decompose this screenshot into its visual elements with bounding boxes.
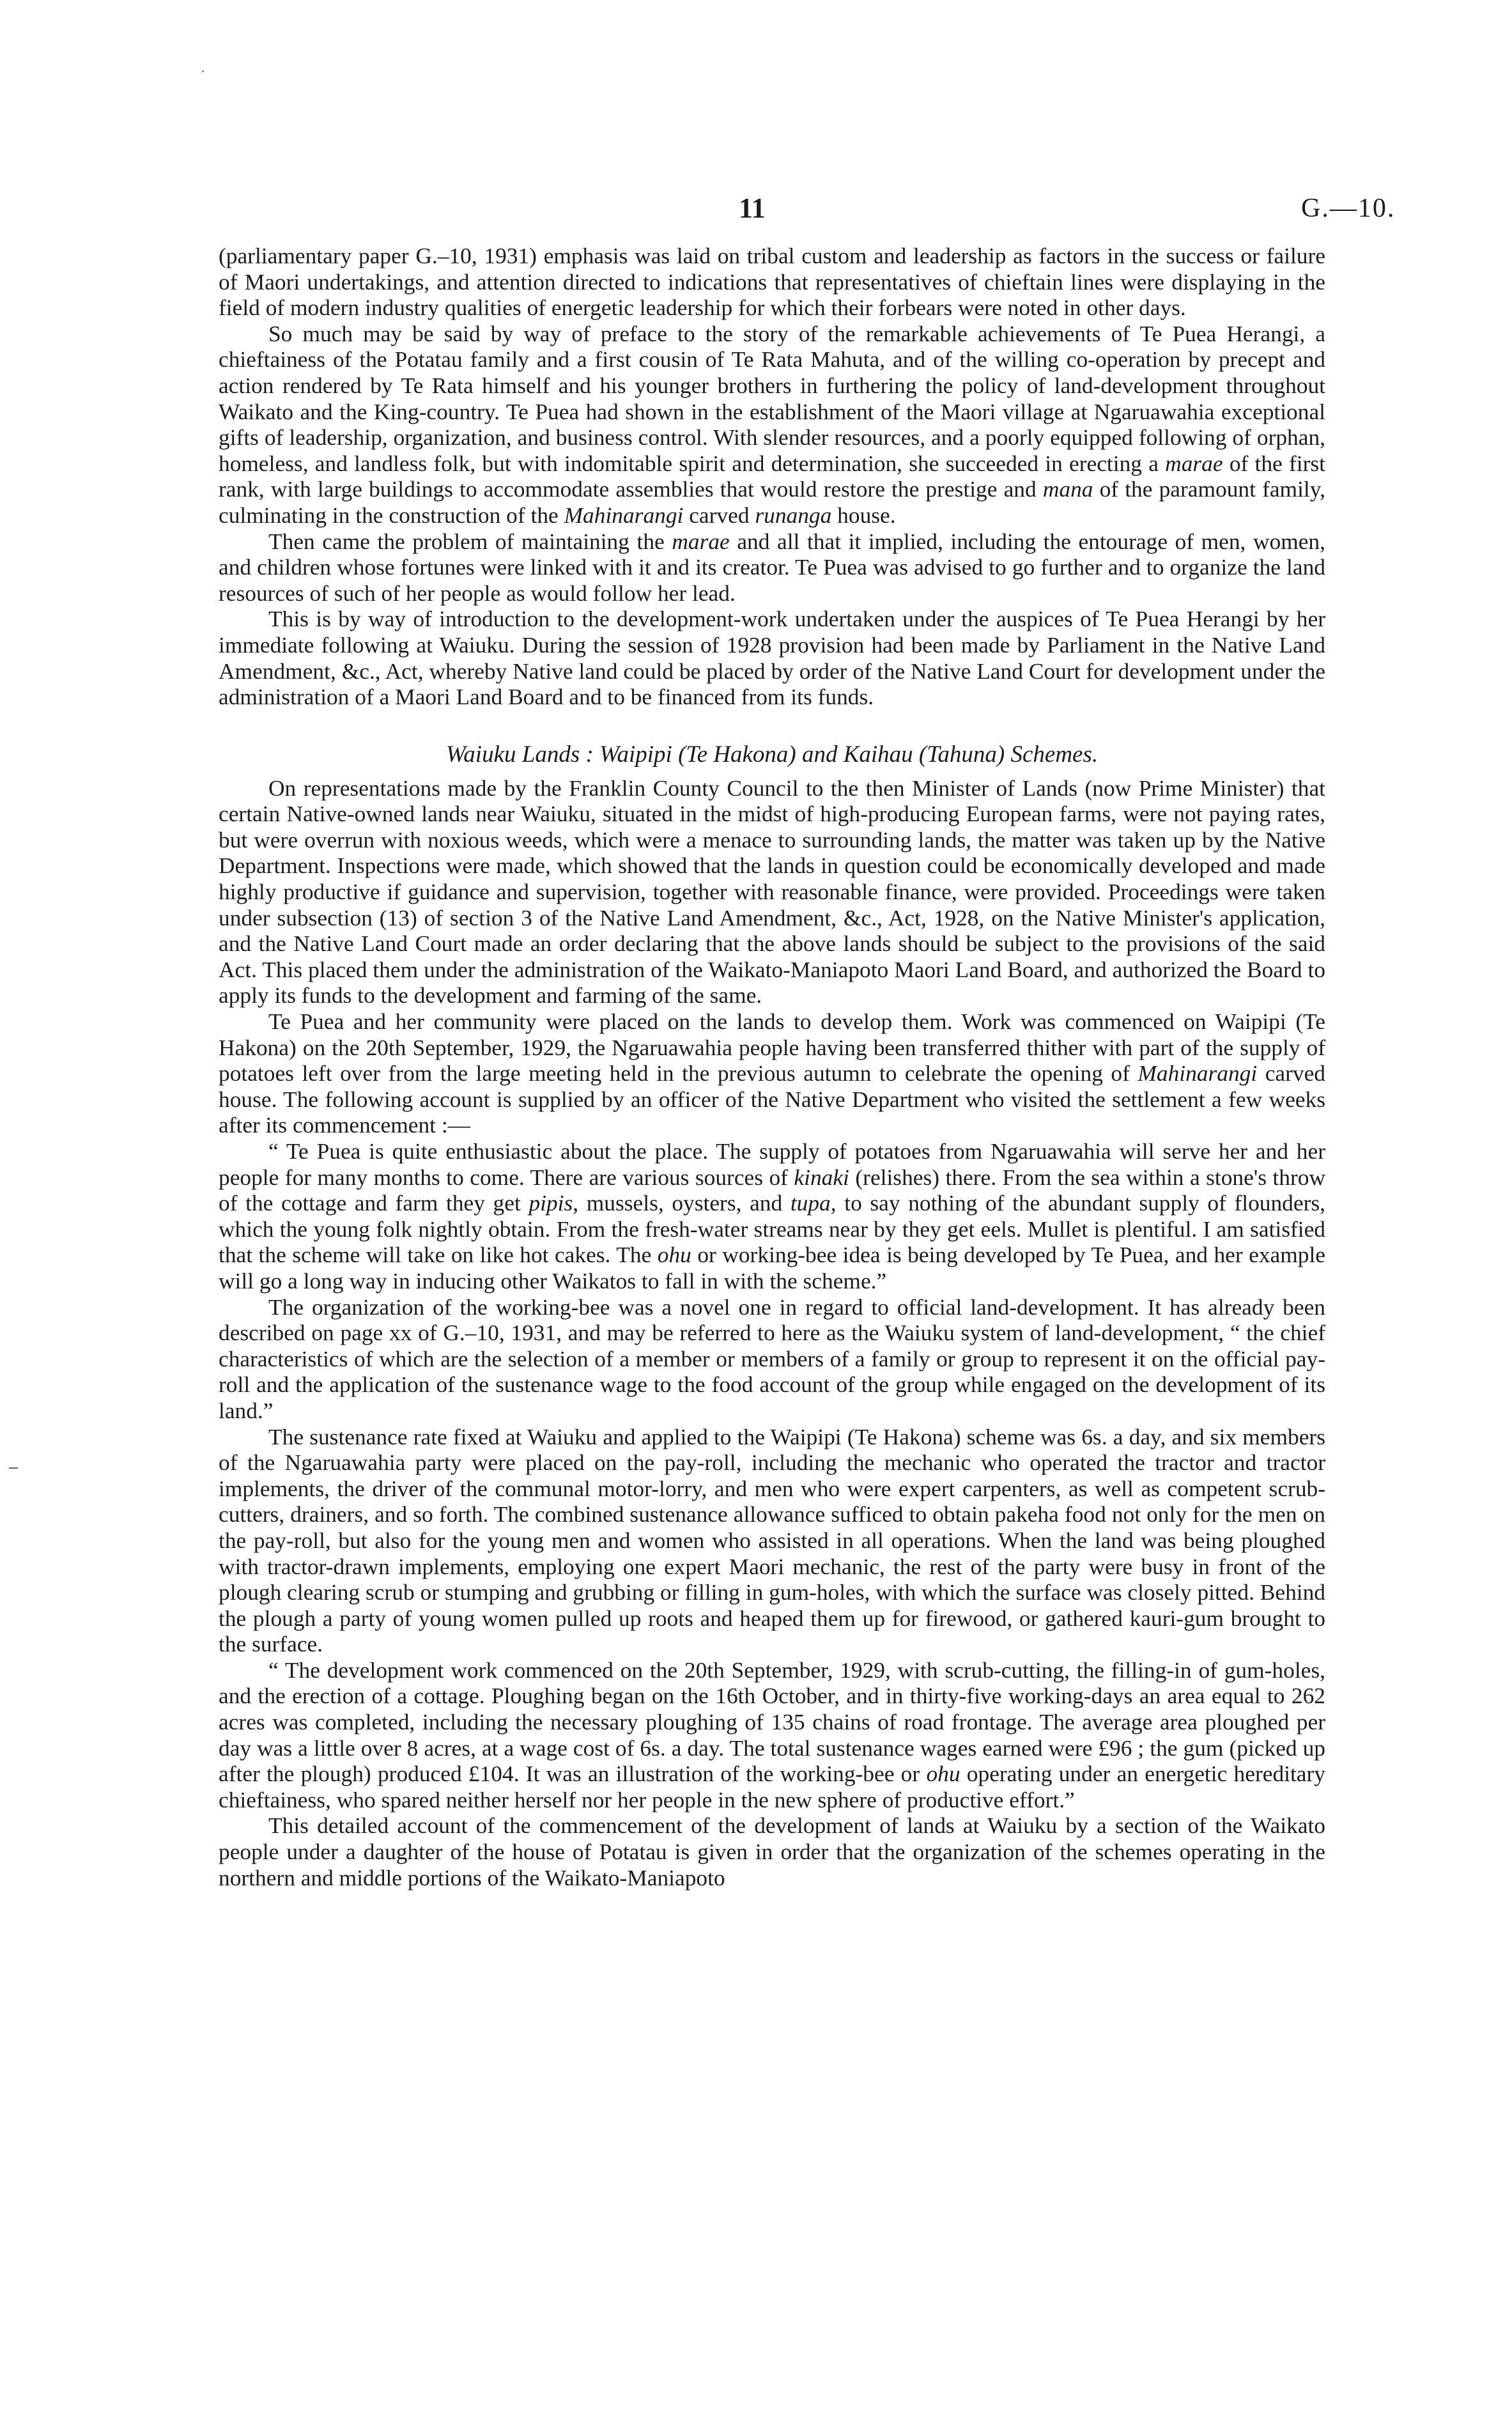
document-reference: G.—10. [1301, 194, 1396, 223]
paragraph-5: On representations made by the Franklin County Council to the then Minister of Lands (now Prime Minister) that certain Native-owned lands near Waiuku, situated in the midst of high-producing European farms, were not paying rates, but were overrun with noxious weeds, which were a menace to surrounding lands, the matter was taken up by the Native Department. Inspections were made, which showed that the lands in question could be economically developed and made highly productive if guidance and supervision, together with reasonable finance, were provided. Proceedings were taken under subsection (13) of section 3 of the Native Land Amendment, &c., Act, 1928, on the Native Minister's application, and the Native Land Court made an order declaring that the above lands should be subject to the provisions of the said Act. This placed them under the administration of the Waikato-Maniapoto Maori Land Board, and authorized the Board to apply its funds to the development and farming of the same. [219, 775, 1325, 1009]
paragraph-9: The sustenance rate fixed at Waiuku and applied to the Waipipi (Te Hakona) scheme was 6s. a day, and six members of the Ngaruawahia party were placed on the pay-roll, including the mechanic who operated the tractor and tractor implements, the driver of the communal motor-lorry, and men who were expert carpenters, as well as competent scrub-cutters, drainers, and so forth. The combined sustenance allowance sufficed to obtain pakeha food not only for the men on the pay-roll, but also for the young men and women who assisted in all operations. When the land was being ploughed with tractor-drawn implements, employing one expert Maori mechanic, the rest of the party were busy in front of the plough clearing scrub or stumping and grubbing or filling in gum-holes, with which the surface was closely pitted. Behind the plough a party of young women pulled up roots and heaped them up for firewood, or gathered kauri-gum brought to the surface. [219, 1423, 1325, 1657]
page-number: 11 [739, 192, 766, 224]
paragraph-7-quote: “ Te Puea is quite enthusiastic about the place. The supply of potatoes from Ngaruawahia will serve her and her people for many months to come. There are various sources of kinaki (relishes) there. From the sea within a stone's throw of the cottage and farm they get pipis, mussels, oysters, and tupa, to say nothing of the abundant supply of flounders, which the young folk nightly obtain. From the fresh-water streams near by they get eels. Mullet is plentiful. I am satisfied that the scheme will take on like hot cakes. The ohu or working-bee idea is being developed by Te Puea, and her example will go a long way in inducing other Waikatos to fall in with the scheme.” [219, 1138, 1326, 1294]
paragraph-2: So much may be said by way of preface to the story of the remarkable achievements of Te Puea Herangi, a chieftainess of the Potatau family and a first cousin of Te Rata Mahuta, and of the willing co-operation by precept and action rendered by Te Rata himself and his younger brothers in furthering the policy of land-development throughout Waikato and the King-country. Te Puea had shown in the establishment of the Maori village at Ngaruawahia exceptional gifts of leadership, organization, and business control. With slender resources, and a poorly equipped following of orphan, homeless, and landless folk, but with indomitable spirit and determination, she succeeded in erecting a marae of the first rank, with large buildings to accommodate assemblies that would restore the prestige and mana of the paramount family, culminating in the construction of the Mahinarangi carved runanga house. [219, 320, 1325, 528]
paragraph-10-quote: “ The development work commenced on the 20th September, 1929, with scrub-cutting, the filling-in of gum-holes, and the erection of a cottage. Ploughing began on the 16th October, and in thirty-five working-days an area equal to 262 acres was completed, including the necessary ploughing of 135 chains of road frontage. The average area ploughed per day was a little over 8 acres, at a wage cost of 6s. a day. The total sustenance wages earned were £96 ; the gum (picked up after the plough) produced £104. It was an illustration of the working-bee or ohu operating under an energetic hereditary chieftainess, who spared neither herself nor her people in the new sphere of productive effort.” [219, 1657, 1325, 1813]
paragraph-6: Te Puea and her community were placed on the lands to develop them. Work was commenced on Waipipi (Te Hakona) on the 20th September, 1929, the Ngaruawahia people having been transferred thither with part of the supply of potatoes left over from the large meeting held in the previous autumn to celebrate the opening of Mahinarangi carved house. The following account is supplied by an officer of the Native Department who visited the settlement a few weeks after its commencement :— [219, 1009, 1325, 1138]
section-heading: Waiuku Lands : Waipipi (Te Hakona) and Kaihau (Tahuna) Schemes. [445, 741, 1099, 768]
paragraph-11: This detailed account of the commencement of the development of lands at Waiuku by a section of the Waikato people under a daughter of the house of Potatau is given in order that the organization of the schemes operating in the northern and middle portions of the Waikato-Maniapoto [219, 1813, 1325, 1891]
scan-speck [202, 70, 204, 72]
margin-mark [9, 1467, 18, 1469]
paragraph-1: (parliamentary paper G.–10, 1931) emphasis was laid on tribal custom and leadership as factors in the success or failure of Maori undertakings, and attention directed to indications that representatives of chieftain lines were displaying in the field of modern industry qualities of energetic leadership for which their forbears were noted in other days. [219, 243, 1325, 321]
body-text [219, 243, 1325, 1891]
paragraph-3: Then came the problem of maintaining the marae and all that it implied, including the entourage of men, women, and children whose fortunes were linked with it and its creator. Te Puea was advised to go further and to organize the land resources of such of her people as would follow her lead. [219, 528, 1325, 606]
paragraph-4: This is by way of introduction to the development-work undertaken under the auspices of Te Puea Herangi by her immediate following at Waiuku. During the session of 1928 provision had been made by Parliament in the Native Land Amendment, &c., Act, whereby Native land could be placed by order of the Native Land Court for development under the administration of a Maori Land Board and to be financed from its funds. [219, 606, 1325, 710]
paragraph-8: The organization of the working-bee was a novel one in regard to official land-development. It has already been described on page xx of G.–10, 1931, and may be referred to here as the Waiuku system of land-development, “ the chief characteristics of which are the selection of a member or members of a family or group to represent it on the official pay-roll and the application of the sustenance wage to the food account of the group while engaged on the development of its land.” [219, 1294, 1325, 1423]
